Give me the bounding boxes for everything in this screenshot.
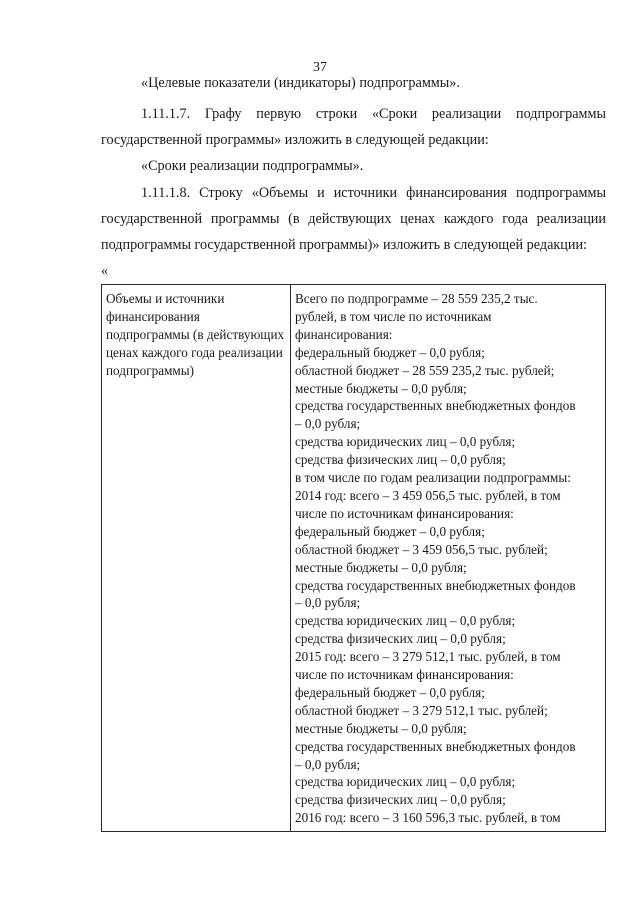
table-row xyxy=(102,285,606,832)
funding-line: – 0,0 рубля; xyxy=(295,416,361,432)
funding-line: областной бюджет – 3 279 512,1 тыс. рублей; xyxy=(295,702,548,718)
funding-line: 2015 год: всего – 3 279 512,1 тыс. рублей, в том xyxy=(295,649,561,665)
funding-line: числе по источникам финансирования: xyxy=(295,667,514,683)
funding-line: местные бюджеты – 0,0 рубля; xyxy=(295,720,467,736)
paragraph-item-1-11-1-8: 1.11.1.8. Строку «Объемы и источники финансирования подпрограммы государственной программы (в действующих ценах каждого года реализации подпрограммы государственной программы)» изложить в следующей редакции: xyxy=(101,185,606,253)
funding-line: 2014 год: всего – 3 459 056,5 тыс. рублей, в том xyxy=(295,487,561,503)
funding-line: средства физических лиц – 0,0 рубля; xyxy=(295,631,506,647)
funding-details-cell xyxy=(291,285,606,832)
funding-line: средства юридических лиц – 0,0 рубля; xyxy=(295,434,516,450)
funding-line: средства физических лиц – 0,0 рубля; xyxy=(295,452,506,468)
funding-line: средства юридических лиц – 0,0 рубля; xyxy=(295,613,516,629)
funding-line: 2016 год: всего – 3 160 596,3 тыс. рублей, в том xyxy=(295,810,561,826)
funding-line: средства государственных внебюджетных фондов xyxy=(295,738,576,754)
funding-line: – 0,0 рубля; xyxy=(295,756,361,772)
funding-line: – 0,0 рубля; xyxy=(295,595,361,611)
funding-label-cell xyxy=(102,285,291,832)
funding-line: средства государственных внебюджетных фондов xyxy=(295,577,576,593)
funding-line: Всего по подпрограмме – 28 559 235,2 тыс. xyxy=(295,291,538,306)
funding-line: местные бюджеты – 0,0 рубля; xyxy=(295,559,467,575)
opening-quote: « xyxy=(101,263,109,279)
funding-line: средства физических лиц – 0,0 рубля; xyxy=(295,792,506,808)
funding-line: федеральный бюджет – 0,0 рубля; xyxy=(295,523,485,539)
page-number: 37 xyxy=(313,60,327,75)
funding-line: средства юридических лиц – 0,0 рубля; xyxy=(295,774,516,790)
funding-line: областной бюджет – 28 559 235,2 тыс. рублей; xyxy=(295,362,555,378)
funding-line: средства государственных внебюджетных фондов xyxy=(295,398,576,414)
funding-line: местные бюджеты – 0,0 рубля; xyxy=(295,380,467,396)
funding-line: рублей, в том числе по источникам xyxy=(295,308,492,324)
paragraph-item-1-11-1-7: 1.11.1.7. Графу первую строки «Сроки реализации подпрограммы государственной программы» изложить в следующей редакции: xyxy=(101,106,606,148)
funding-label: Объемы и источники финансирования подпрограммы (в действующих ценах каждого года реализации подпрограммы) xyxy=(106,291,285,378)
funding-table xyxy=(101,284,606,832)
paragraph-target-indicators: «Целевые показатели (индикаторы) подпрограммы». xyxy=(141,75,460,91)
funding-line: областной бюджет – 3 459 056,5 тыс. рублей; xyxy=(295,541,548,557)
funding-line: в том числе по годам реализации подпрограммы: xyxy=(295,470,571,486)
funding-line: федеральный бюджет – 0,0 рубля; xyxy=(295,684,485,700)
funding-line: федеральный бюджет – 0,0 рубля; xyxy=(295,344,485,360)
funding-line: числе по источникам финансирования: xyxy=(295,505,514,521)
funding-line: финансирования: xyxy=(295,326,393,342)
paragraph-implementation-period: «Сроки реализации подпрограммы». xyxy=(141,158,364,174)
